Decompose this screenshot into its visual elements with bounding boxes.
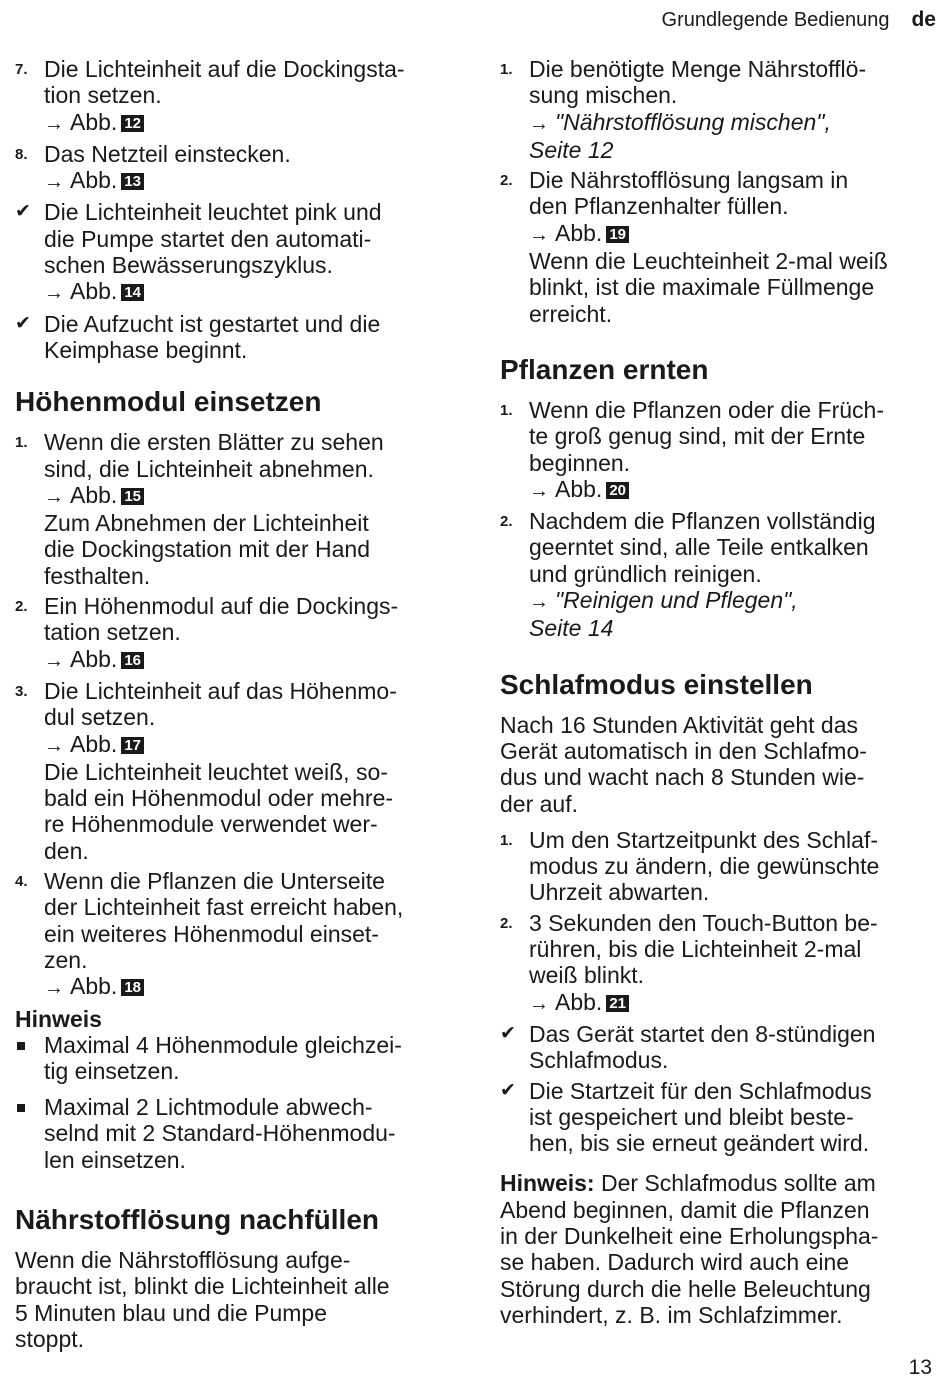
arrow-right-icon: → bbox=[529, 591, 549, 614]
text-line: Die Lichteinheit leuchtet weiß, so- bbox=[44, 758, 388, 785]
figure-number-badge: 18 bbox=[121, 979, 144, 996]
result-item bbox=[500, 1078, 932, 1157]
note-bullet bbox=[15, 1094, 455, 1173]
text-line: weiß blinkt. bbox=[529, 962, 645, 989]
text-line: hen, bis sie erneut geändert wird. bbox=[529, 1130, 870, 1157]
text-line: Gerät automatisch in den Schlafmo- bbox=[500, 737, 867, 764]
arrow-right-icon: → bbox=[529, 112, 549, 135]
arrow-right-icon: → bbox=[44, 282, 64, 305]
step-number: 3. bbox=[15, 682, 28, 700]
text-line: schen Bewässerungszyklus. bbox=[44, 252, 333, 279]
text-line: Keimphase beginnt. bbox=[44, 336, 248, 363]
bullet-square-icon bbox=[17, 1042, 25, 1050]
text-line: der Lichteinheit fast erreicht haben, bbox=[44, 894, 404, 921]
text-line: ein weiteres Höhenmodul einset- bbox=[44, 920, 379, 947]
naehrstoff-steps bbox=[500, 56, 932, 327]
text-line: Das Netzteil einstecken. bbox=[44, 140, 291, 167]
text-line: blinkt, ist die maximale Füllmenge bbox=[529, 274, 875, 301]
cross-reference bbox=[529, 587, 932, 615]
cross-reference bbox=[529, 109, 932, 137]
text-line: re Höhenmodule verwendet wer- bbox=[44, 811, 378, 838]
arrow-right-icon: → bbox=[44, 734, 64, 757]
figure-prefix: Abb. bbox=[555, 988, 603, 1015]
cross-reference-text: "Nährstofflösung mischen", bbox=[555, 108, 831, 135]
arrow-right-icon: → bbox=[529, 992, 549, 1015]
text-line: te groß genug sind, mit der Ernte bbox=[529, 423, 866, 450]
text-line: beginnen. bbox=[529, 449, 631, 476]
arrow-right-icon: → bbox=[529, 223, 549, 246]
checkmark-icon: ✔ bbox=[500, 1022, 516, 1044]
text-line: Wenn die Nährstofflösung aufge- bbox=[15, 1246, 351, 1273]
text-line: Die Nährstofflösung langsam in bbox=[529, 167, 849, 194]
text-line: festhalten. bbox=[44, 562, 151, 589]
figure-prefix: Abb. bbox=[70, 108, 118, 135]
result-item bbox=[15, 311, 455, 364]
checkmark-icon: ✔ bbox=[15, 201, 31, 223]
text-line: Nach 16 Stunden Aktivität geht das bbox=[500, 711, 859, 738]
text-line: Die Startzeit für den Schlafmodus bbox=[529, 1077, 872, 1104]
checkmark-icon: ✔ bbox=[500, 1079, 516, 1101]
right-column bbox=[500, 56, 932, 1338]
page-header bbox=[662, 8, 936, 32]
note-label: Hinweis: bbox=[500, 1170, 595, 1197]
step-number: 8. bbox=[15, 145, 28, 163]
text-line: tion setzen. bbox=[44, 82, 162, 109]
figure-prefix: Abb. bbox=[70, 481, 118, 508]
note-text-line: Störung durch die helle Beleuchtung bbox=[500, 1275, 871, 1302]
text-line: die Dockingstation mit der Hand bbox=[44, 536, 370, 563]
figure-prefix: Abb. bbox=[70, 973, 118, 1000]
text-line: sung mischen. bbox=[529, 82, 678, 109]
figure-number-badge: 20 bbox=[606, 482, 629, 499]
figure-reference bbox=[529, 220, 932, 248]
result-item bbox=[15, 199, 455, 306]
list-step bbox=[15, 56, 455, 137]
figure-reference bbox=[44, 973, 455, 1001]
text-line: Die Lichteinheit leuchtet pink und bbox=[44, 199, 382, 226]
figure-reference bbox=[529, 989, 932, 1017]
cross-reference-text: Seite 14 bbox=[529, 615, 614, 642]
arrow-right-icon: → bbox=[44, 977, 64, 1000]
step-number: 1. bbox=[500, 401, 513, 419]
left-column bbox=[15, 56, 455, 1362]
heading-hoehenmodul: Höhenmodul einsetzen bbox=[15, 386, 322, 418]
step-number: 2. bbox=[500, 513, 513, 531]
language-code: de bbox=[911, 8, 936, 31]
text-line: tig einsetzen. bbox=[44, 1057, 180, 1084]
figure-number-badge: 12 bbox=[121, 115, 144, 132]
note-text-line: in der Dunkelheit eine Erholungspha- bbox=[500, 1222, 879, 1249]
text-line: zen. bbox=[44, 946, 88, 973]
text-line: Um den Startzeitpunkt des Schlaf- bbox=[529, 826, 878, 853]
figure-prefix: Abb. bbox=[70, 278, 118, 305]
list-step bbox=[500, 397, 932, 504]
text-line: den. bbox=[44, 837, 89, 864]
note-text-line: Der Schlafmodus sollte am bbox=[600, 1170, 876, 1197]
figure-number-badge: 19 bbox=[606, 226, 629, 243]
text-line: Wenn die Leuchteinheit 2-mal weiß bbox=[529, 248, 888, 275]
list-step bbox=[500, 56, 932, 163]
text-line: Maximal 4 Höhenmodule gleichzei- bbox=[44, 1031, 402, 1058]
note-text-line: Abend beginnen, damit die Pflanzen bbox=[500, 1196, 870, 1223]
list-step bbox=[15, 593, 455, 674]
text-line: der auf. bbox=[500, 790, 578, 817]
text-line: Zum Abnehmen der Lichteinheit bbox=[44, 510, 369, 537]
text-line: tation setzen. bbox=[44, 619, 181, 646]
section-title: Grundlegende Bedienung bbox=[661, 9, 890, 31]
cross-reference-text: Seite 12 bbox=[529, 136, 614, 163]
list-step bbox=[500, 910, 932, 1017]
schlafmodus-results bbox=[500, 1021, 932, 1156]
cross-reference bbox=[529, 615, 932, 641]
list-step bbox=[500, 827, 932, 906]
schlafmodus-paragraph bbox=[500, 712, 932, 817]
list-step bbox=[15, 141, 455, 196]
figure-reference bbox=[44, 482, 455, 510]
figure-reference bbox=[44, 167, 455, 195]
figure-prefix: Abb. bbox=[555, 475, 603, 502]
ernten-steps bbox=[500, 397, 932, 642]
text-line: erreicht. bbox=[529, 300, 613, 327]
step-number: 4. bbox=[15, 873, 28, 891]
figure-reference bbox=[529, 476, 932, 504]
heading-naehrstoff: Nährstofflösung nachfüllen bbox=[15, 1203, 379, 1235]
text-line: Wenn die ersten Blätter zu sehen bbox=[44, 429, 384, 456]
figure-number-badge: 13 bbox=[121, 173, 144, 190]
text-line: modus zu ändern, die gewünschte bbox=[529, 853, 880, 880]
cross-reference-text: "Reinigen und Pflegen", bbox=[555, 587, 798, 614]
text-line: bald ein Höhenmodul oder mehre- bbox=[44, 785, 394, 812]
arrow-right-icon: → bbox=[44, 485, 64, 508]
figure-number-badge: 17 bbox=[121, 737, 144, 754]
figure-prefix: Abb. bbox=[70, 730, 118, 757]
text-line: Wenn die Pflanzen die Unterseite bbox=[44, 868, 385, 895]
text-line: Die Aufzucht ist gestartet und die bbox=[44, 310, 381, 337]
text-line: Nachdem die Pflanzen vollständig bbox=[529, 508, 876, 535]
step-number: 1. bbox=[500, 61, 513, 78]
figure-prefix: Abb. bbox=[555, 219, 603, 246]
arrow-right-icon: → bbox=[44, 112, 64, 135]
figure-prefix: Abb. bbox=[70, 645, 118, 672]
arrow-right-icon: → bbox=[529, 479, 549, 502]
note-title: Hinweis bbox=[15, 1005, 102, 1032]
text-line: dul setzen. bbox=[44, 704, 156, 731]
figure-reference bbox=[44, 646, 455, 674]
intro-steps bbox=[15, 56, 455, 195]
checkmark-icon: ✔ bbox=[15, 312, 31, 334]
text-line: ist gespeichert und bleibt beste- bbox=[529, 1103, 854, 1130]
naehrstoff-paragraph bbox=[15, 1247, 455, 1352]
step-number: 7. bbox=[15, 61, 28, 78]
text-line: die Pumpe startet den automati- bbox=[44, 225, 372, 252]
figure-number-badge: 15 bbox=[121, 488, 144, 505]
list-step bbox=[15, 868, 455, 1001]
note-bullets bbox=[15, 1032, 455, 1173]
step-number: 1. bbox=[500, 831, 513, 849]
text-line: Ein Höhenmodul auf die Dockings- bbox=[44, 593, 399, 620]
text-line: len einsetzen. bbox=[44, 1146, 186, 1173]
text-line: rühren, bis die Lichteinheit 2-mal bbox=[529, 936, 862, 963]
text-line: selnd mit 2 Standard-Höhenmodu- bbox=[44, 1120, 396, 1147]
list-step bbox=[15, 429, 455, 589]
text-line: den Pflanzenhalter füllen. bbox=[529, 193, 789, 220]
text-line: Die benötigte Menge Nährstofflö- bbox=[529, 56, 867, 82]
text-line: 3 Sekunden den Touch-Button be- bbox=[529, 909, 878, 936]
figure-number-badge: 14 bbox=[121, 284, 144, 301]
text-line: Maximal 2 Lichtmodule abwech- bbox=[44, 1094, 373, 1121]
schlafmodus-steps bbox=[500, 827, 932, 1017]
list-step bbox=[500, 167, 932, 327]
text-line: dus und wacht nach 8 Stunden wie- bbox=[500, 764, 865, 791]
cross-reference bbox=[529, 137, 932, 163]
text-line: geerntet sind, alle Teile entkalken bbox=[529, 534, 869, 561]
note-text-line: se haben. Dadurch wird auch eine bbox=[500, 1249, 850, 1276]
schlafmodus-note bbox=[500, 1170, 932, 1328]
figure-reference bbox=[44, 731, 455, 759]
arrow-right-icon: → bbox=[44, 171, 64, 194]
text-line: stoppt. bbox=[15, 1325, 85, 1352]
step-number: 2. bbox=[500, 914, 513, 932]
list-step bbox=[500, 508, 932, 641]
figure-number-badge: 21 bbox=[606, 995, 629, 1012]
figure-reference bbox=[44, 109, 455, 137]
hoehenmodul-steps bbox=[15, 429, 455, 1001]
heading-schlafmodus: Schlafmodus einstellen bbox=[500, 668, 813, 700]
text-line: sind, die Lichteinheit abnehmen. bbox=[44, 455, 374, 482]
heading-ernten: Pflanzen ernten bbox=[500, 353, 709, 385]
figure-number-badge: 16 bbox=[121, 652, 144, 669]
arrow-right-icon: → bbox=[44, 649, 64, 672]
text-line: Die Lichteinheit auf das Höhenmo- bbox=[44, 677, 397, 704]
text-line: Schlafmodus. bbox=[529, 1047, 669, 1074]
text-line: braucht ist, blinkt die Lichteinheit alle bbox=[15, 1273, 390, 1300]
list-step bbox=[15, 678, 455, 864]
page-number: 13 bbox=[908, 1356, 932, 1379]
step-number: 1. bbox=[15, 434, 28, 452]
note-bullet bbox=[15, 1032, 455, 1085]
text-line: Wenn die Pflanzen oder die Früch- bbox=[529, 396, 884, 423]
bullet-square-icon bbox=[17, 1104, 25, 1112]
intro-results bbox=[15, 199, 455, 363]
text-line: 5 Minuten blau und die Pumpe bbox=[15, 1299, 327, 1326]
step-number: 2. bbox=[500, 172, 513, 190]
text-line: und gründlich reinigen. bbox=[529, 560, 762, 587]
result-item bbox=[500, 1021, 932, 1074]
text-line: Uhrzeit abwarten. bbox=[529, 879, 710, 906]
step-number: 2. bbox=[15, 598, 28, 616]
text-line: Das Gerät startet den 8-stündigen bbox=[529, 1020, 876, 1047]
figure-prefix: Abb. bbox=[70, 167, 118, 194]
text-line: Die Lichteinheit auf die Dockingsta- bbox=[44, 56, 405, 82]
note-text-line: verhindert, z. B. im Schlafzimmer. bbox=[500, 1301, 843, 1328]
figure-reference bbox=[44, 278, 455, 306]
